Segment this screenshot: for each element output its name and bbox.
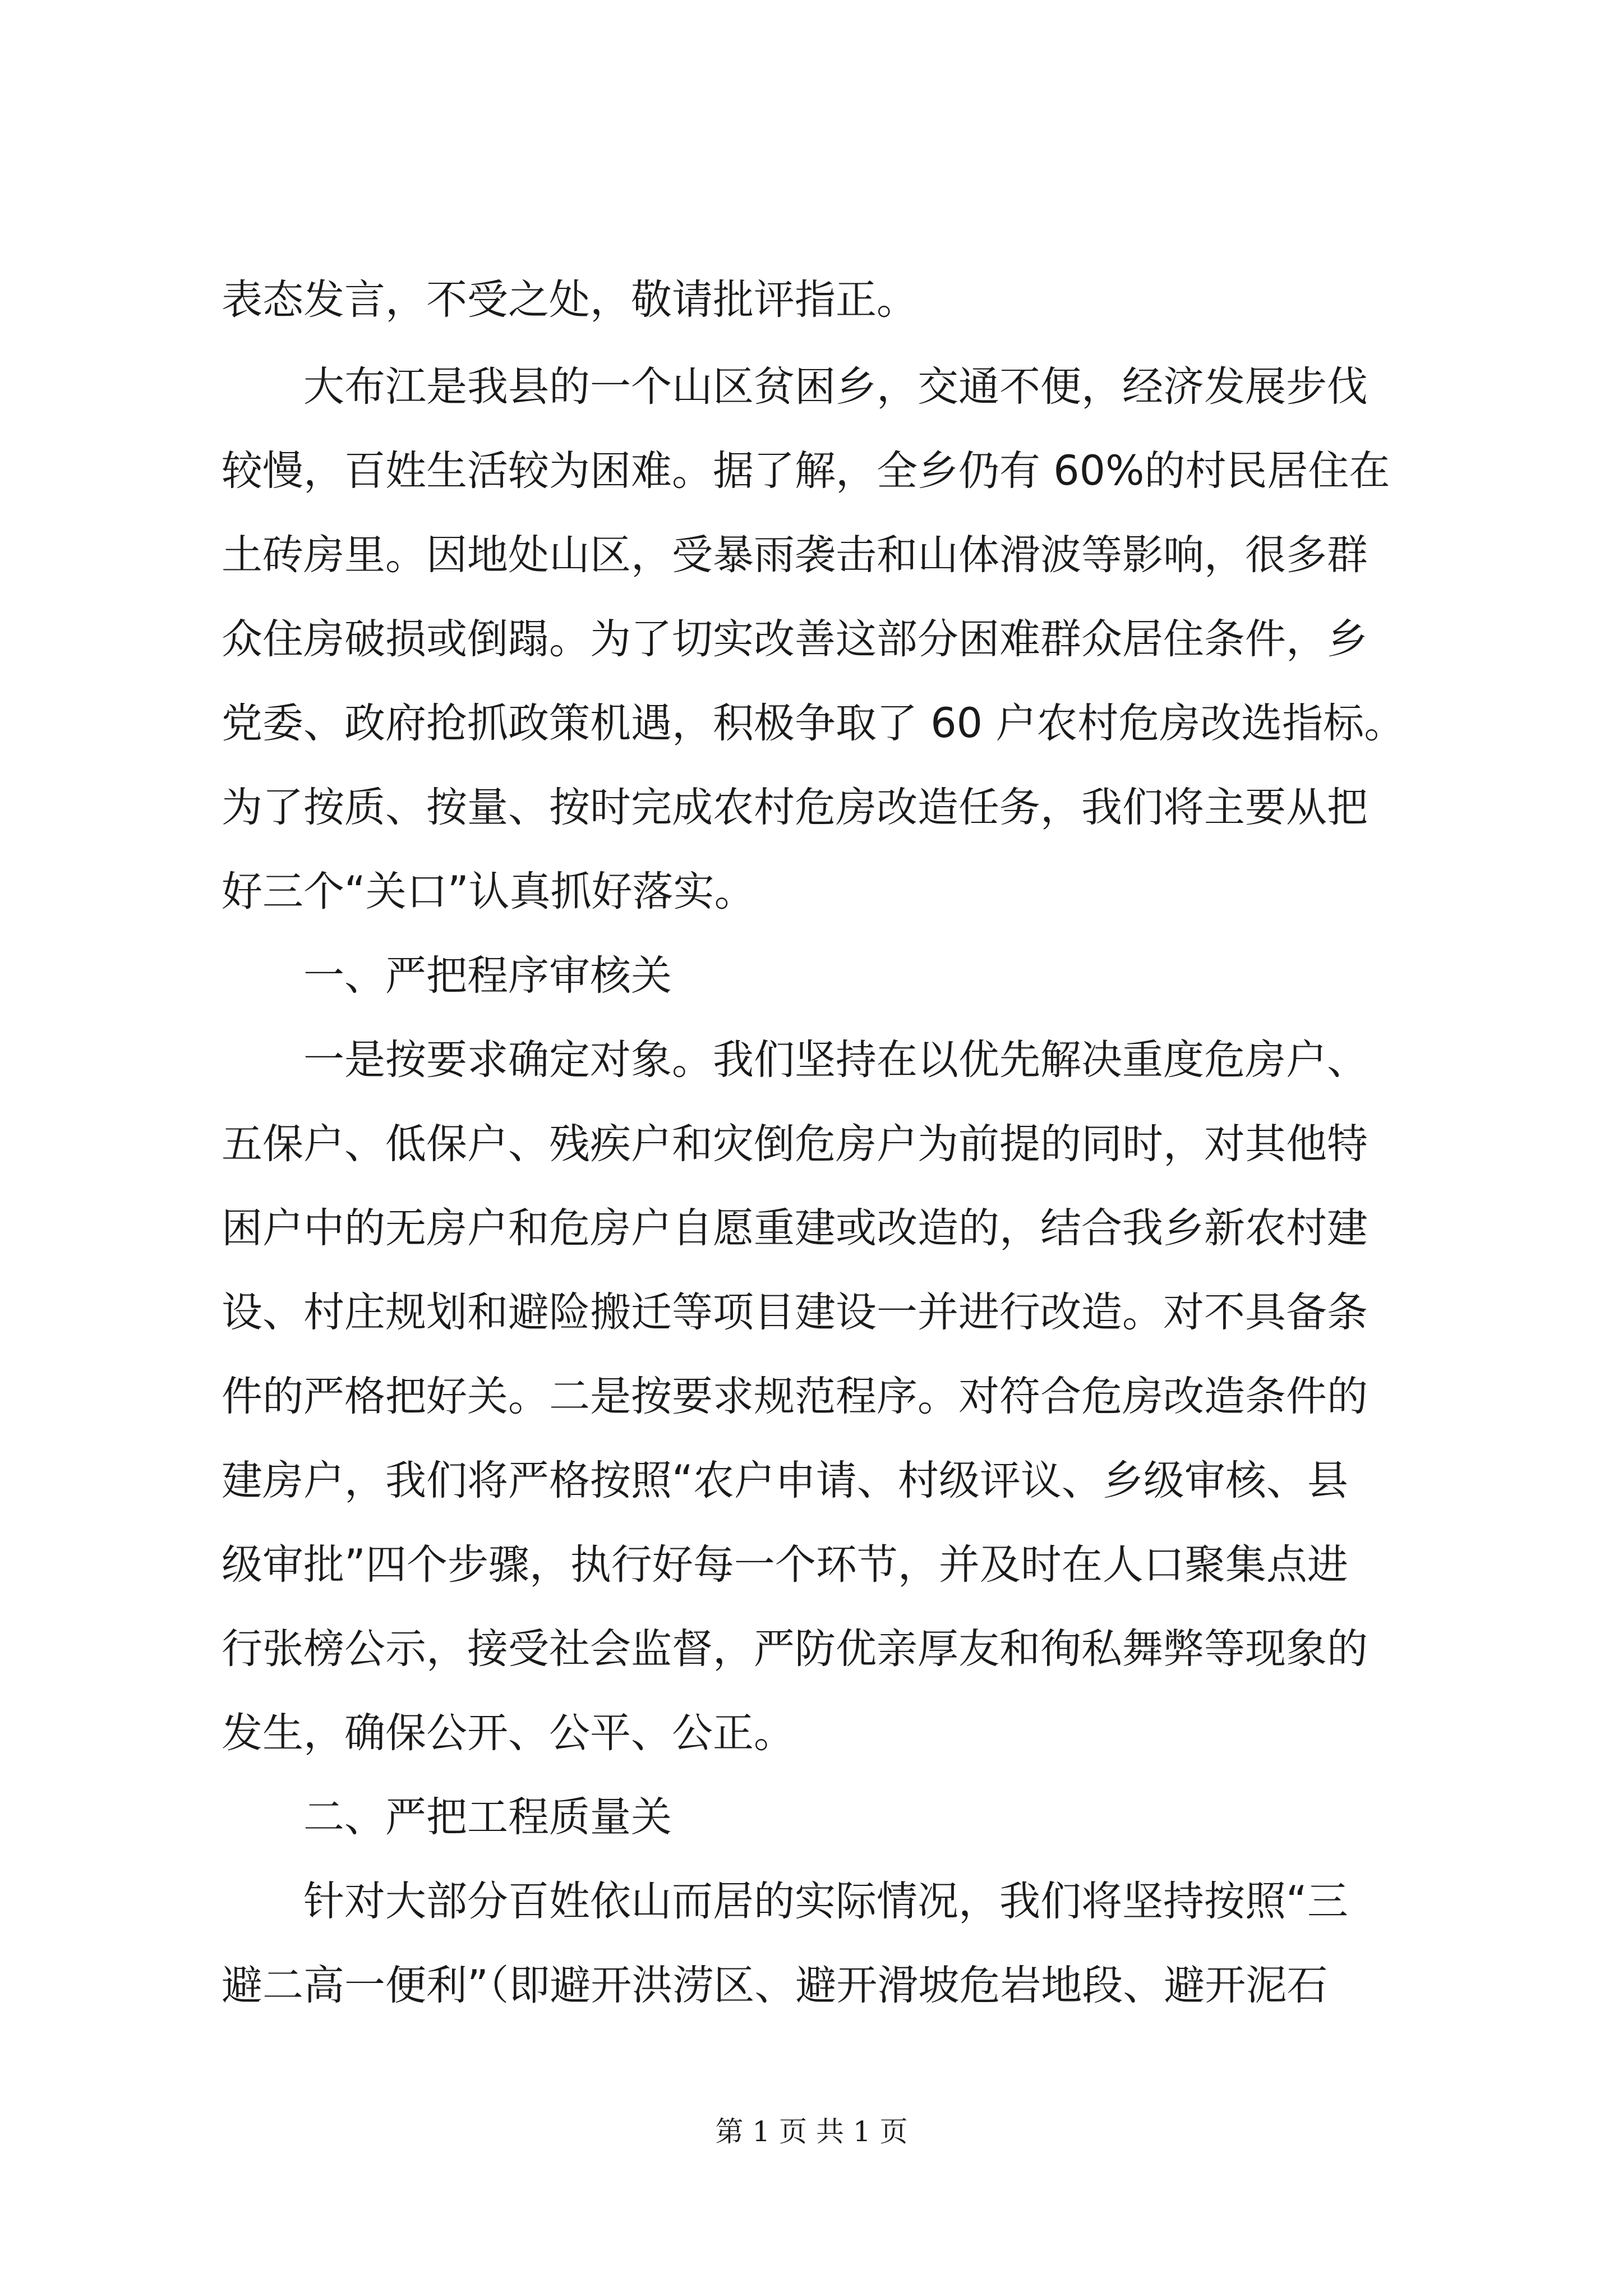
text-line: 好三个“关口”认真抓好落实。 (222, 868, 755, 915)
text-line: 困户中的无房户和危房户自愿重建或改造的，结合我乡新农村建 (222, 1204, 1368, 1252)
text-line: 众住房破损或倒蹋。为了切实改善这部分困难群众居住条件，乡 (222, 615, 1368, 663)
text-line: 件的严格把好关。二是按要求规范程序。对符合危房改造条件的 (222, 1373, 1368, 1420)
text-line: 级审批”四个步骤，执行好每一个环节，并及时在人口聚集点进 (222, 1541, 1348, 1589)
text-line: 党委、政府抢抓政策机遇，积极争取了 60 户农村危房改选指标。 (222, 700, 1405, 747)
text-line: 建房户，我们将严格按照“农户申请、村级评议、乡级审核、县 (222, 1457, 1348, 1504)
text-line: 五保户、低保户、残疾户和灾倒危房户为前提的同时，对其他特 (222, 1120, 1368, 1168)
text-line: 行张榜公示，接受社会监督，严防优亲厚友和徇私舞弊等现象的 (222, 1625, 1368, 1673)
text-line: 针对大部分百姓依山而居的实际情况，我们将坚持按照“三 (222, 1878, 1348, 1925)
text-line: 较慢，百姓生活较为困难。据了解，全乡仍有 60%的村民居住在 (222, 447, 1390, 495)
text-line: 土砖房里。因地处山区，受暴雨袭击和山体滑波等影响，很多群 (222, 531, 1368, 579)
text-line: 为了按质、按量、按时完成农村危房改造任务，我们将主要从把 (222, 784, 1368, 831)
text-line: 避二高一便利”（即避开洪涝区、避开滑坡危岩地段、避开泥石 (222, 1962, 1328, 2009)
section-heading: 二、严把工程质量关 (222, 1793, 672, 1841)
page-number-footer: 第 1 页 共 1 页 (715, 2115, 908, 2148)
text-line: 发生，确保公开、公平、公正。 (222, 1709, 795, 1757)
text-line: 设、村庄规划和避险搬迁等项目建设一并进行改造。对不具备条 (222, 1289, 1368, 1336)
text-line: 表态发言，不受之处，敬请批评指正。 (222, 276, 917, 324)
text-line: 一是按要求确定对象。我们坚持在以优先解决重度危房户、 (222, 1036, 1368, 1084)
section-heading: 一、严把程序审核关 (222, 952, 672, 1000)
text-line: 大布江是我县的一个山区贫困乡，交通不便，经济发展步伐 (222, 363, 1368, 411)
